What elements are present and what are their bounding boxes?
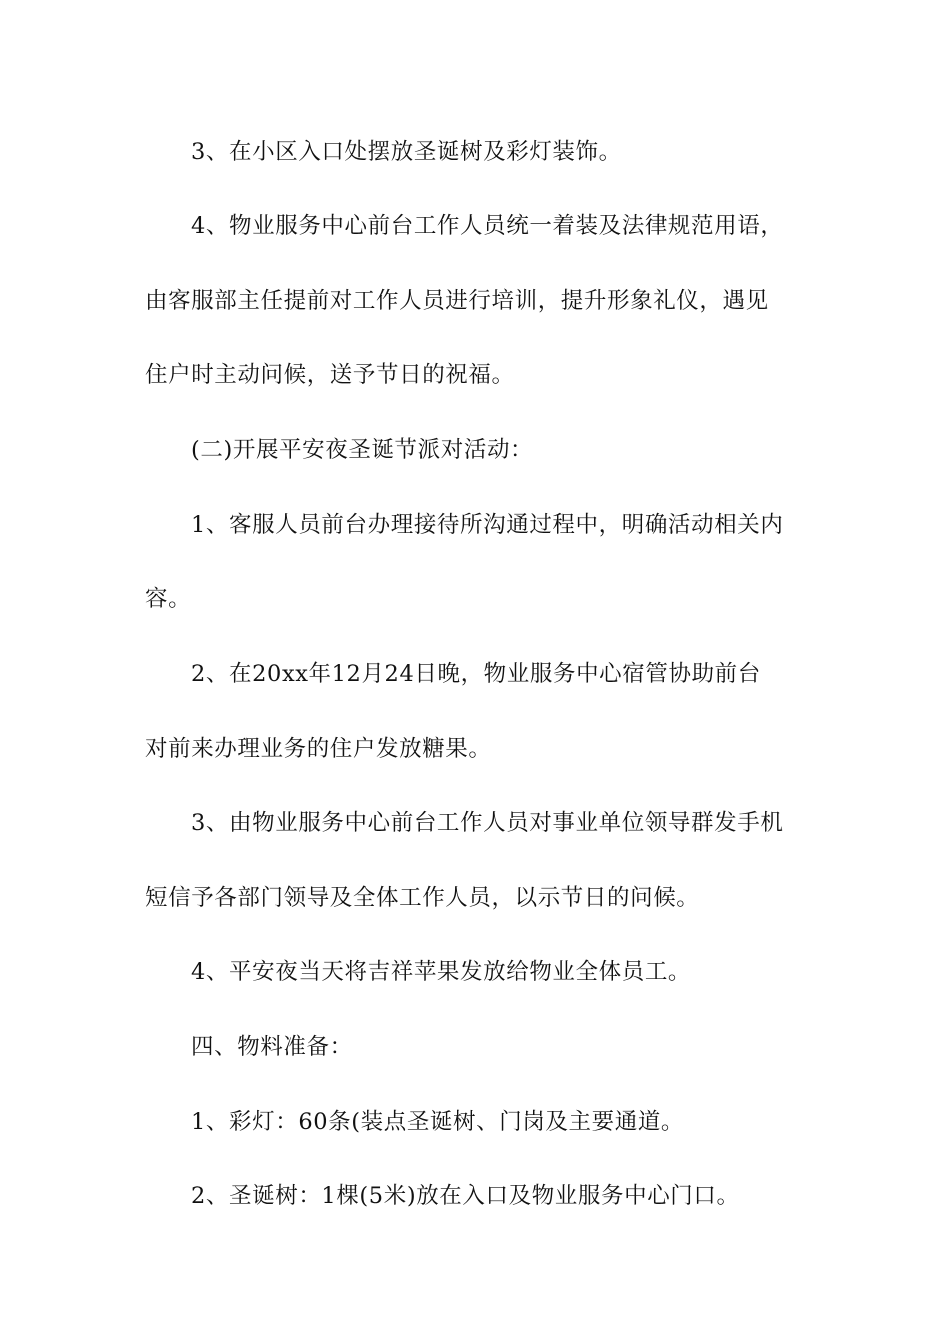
paragraph-line: 1、彩灯：60条(装点圣诞树、门岗及主要通道。 [191,1109,685,1135]
paragraph-line: 由客服部主任提前对工作人员进行培训，提升形象礼仪，遇见 [145,288,769,314]
section-heading: (二)开展平安夜圣诞节派对活动： [191,437,534,463]
paragraph-line: 2、在20xx年12月24日晚，物业服务中心宿管协助前台 [191,661,761,687]
paragraph-line: 容。 [145,586,192,612]
paragraph-line: 2、圣诞树：1棵(5米)放在入口及物业服务中心门口。 [191,1183,740,1209]
paragraph-line: 1、客服人员前台办理接待所沟通过程中，明确活动相关内 [191,512,784,538]
paragraph-line: 4、平安夜当天将吉祥苹果发放给物业全体员工。 [191,959,692,985]
paragraph-line: 3、由物业服务中心前台工作人员对事业单位领导群发手机 [191,810,784,836]
paragraph-line: 4、物业服务中心前台工作人员统一着装及法律规范用语， [191,213,784,239]
section-heading: 四、物料准备： [191,1034,353,1060]
paragraph-line: 住户时主动问候，送予节日的祝福。 [145,362,515,388]
paragraph-line: 短信予各部门领导及全体工作人员，以示节日的问候。 [145,885,700,911]
paragraph-line: 对前来办理业务的住户发放糖果。 [145,736,492,762]
paragraph-line: 3、在小区入口处摆放圣诞树及彩灯装饰。 [191,139,622,165]
